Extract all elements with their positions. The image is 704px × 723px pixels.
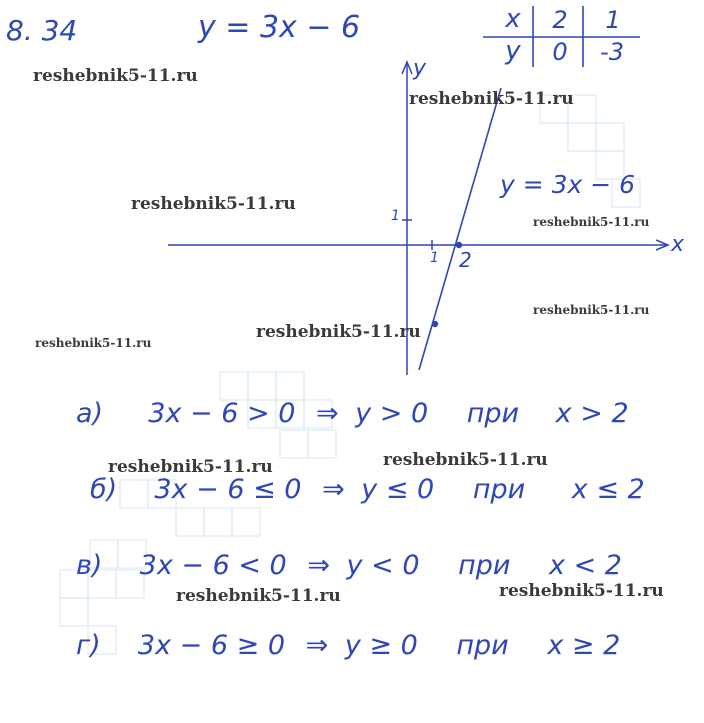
table-x-header: x [505, 4, 521, 34]
y-axis-label: y [413, 56, 427, 81]
answer-g-letter: г) [76, 630, 101, 661]
line-equation-label: y = 3x − 6 [500, 170, 636, 199]
answer-v [76, 550, 622, 581]
answer-b-word: при [472, 474, 526, 505]
watermark-8: reshebnik5-11.ru [108, 457, 273, 477]
table-x-value-1: 2 [552, 6, 568, 34]
answer-g-arrow: ⇒ [305, 630, 329, 661]
watermark-1: reshebnik5-11.ru [33, 66, 198, 86]
answer-a-letter: а) [76, 398, 104, 429]
answer-b-arrow: ⇒ [322, 474, 345, 505]
answer-a-result: y > 0 [355, 398, 429, 429]
table-y-value-1: 0 [552, 38, 568, 66]
answer-a-arrow: ⇒ [315, 398, 339, 429]
watermark-7: reshebnik5-11.ru [35, 336, 152, 350]
answer-v-word: при [458, 550, 511, 581]
answer-a-condition: x > 2 [555, 398, 629, 429]
answer-g-condition: x ≥ 2 [547, 630, 621, 661]
table-x-value-2: 1 [605, 6, 621, 34]
answer-a [76, 398, 629, 429]
answer-v-result: y < 0 [346, 550, 420, 581]
function-line [419, 88, 501, 370]
answer-b-inequality: 3x − 6 ≤ 0 [154, 474, 302, 505]
intercept-label: 2 [459, 248, 472, 272]
answer-b-result: y ≤ 0 [361, 474, 435, 505]
answer-a-word: при [466, 398, 520, 429]
answer-g-result: y ≥ 0 [344, 630, 418, 661]
watermark-10: reshebnik5-11.ru [176, 586, 341, 606]
watermark-5: reshebnik5-11.ru [533, 303, 650, 317]
table-y-header: y [505, 36, 521, 66]
watermark-3: reshebnik5-11.ru [131, 194, 296, 214]
answer-g-word: при [456, 630, 509, 661]
answer-b-condition: x ≤ 2 [571, 474, 645, 505]
watermark-11: reshebnik5-11.ru [499, 581, 664, 601]
watermark-2: reshebnik5-11.ru [409, 89, 574, 109]
answer-v-condition: x < 2 [549, 550, 622, 581]
answer-b-letter: б) [90, 474, 118, 505]
x-axis-label: x [671, 232, 685, 257]
table-y-value-2: -3 [600, 38, 624, 66]
y-tick-label: 1 [391, 208, 400, 224]
answer-v-inequality: 3x − 6 < 0 [139, 550, 287, 581]
answer-a-inequality: 3x − 6 > 0 [148, 398, 296, 429]
point-1-minus-3 [432, 321, 438, 327]
x-tick-label: 1 [430, 250, 439, 266]
watermark-4: reshebnik5-11.ru [533, 215, 650, 229]
watermark-9: reshebnik5-11.ru [383, 450, 548, 470]
answer-g-inequality: 3x − 6 ≥ 0 [137, 630, 286, 661]
answer-v-arrow: ⇒ [307, 550, 330, 581]
problem-equation: y = 3x − 6 [198, 10, 361, 45]
answer-g [76, 630, 620, 661]
answer-v-letter: в) [76, 550, 103, 581]
answer-b [90, 474, 645, 505]
problem-number: 8. 34 [6, 14, 78, 47]
watermark-6: reshebnik5-11.ru [256, 322, 421, 342]
